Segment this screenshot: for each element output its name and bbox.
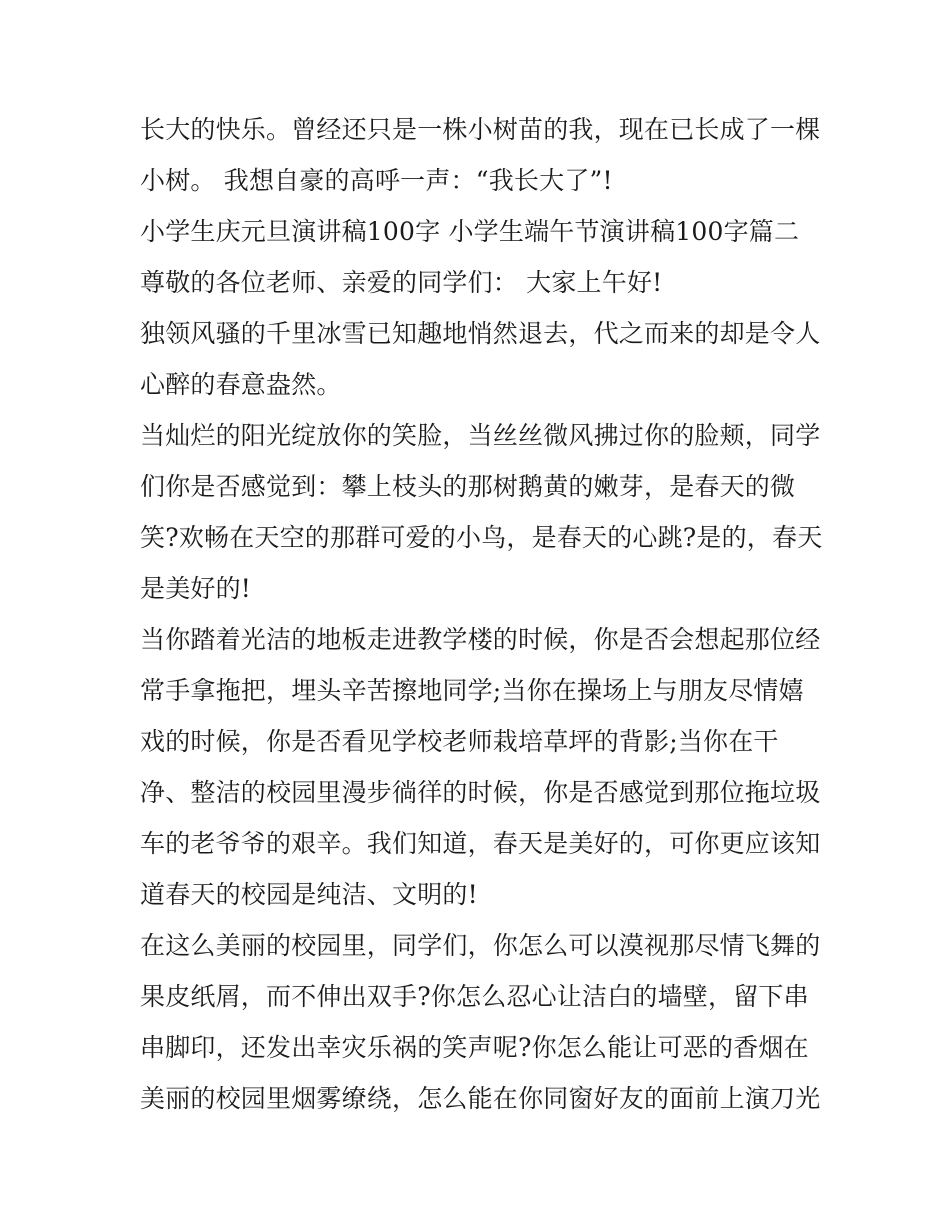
text-line: 串脚印，还发出幸灾乐祸的笑声呢?你怎么能让可恶的香烟在 xyxy=(140,1033,809,1062)
text-line: 美丽的校园里烟雾缭绕，怎么能在你同窗好友的面前上演刀光 xyxy=(140,1084,821,1113)
text-line: 独领风骚的千里冰雪已知趣地悄然退去，代之而来的却是令人 xyxy=(140,319,821,348)
text-line: 当你踏着光洁的地板走进教学楼的时候，你是否会想起那位经 xyxy=(140,625,821,654)
text-line: 们你是否感觉到：攀上枝头的那树鹅黄的嫩芽，是春天的微 xyxy=(140,472,796,501)
text-line: 戏的时候，你是否看见学校老师栽培草坪的背影;当你在干 xyxy=(140,727,779,756)
text-line: 常手拿拖把，埋头辛苦擦地同学;当你在操场上与朋友尽情嬉 xyxy=(140,676,804,705)
text-line: 果皮纸屑，而不伸出双手?你怎么忍心让洁白的墙壁，留下串 xyxy=(140,982,809,1011)
text-line: 小树。 我想自豪的高呼一声：“我长大了”! xyxy=(140,166,613,195)
text-line: 在这么美丽的校园里，同学们，你怎么可以漠视那尽情飞舞的 xyxy=(140,931,821,960)
text-line: 笑?欢畅在天空的那群可爱的小鸟，是春天的心跳?是的，春天 xyxy=(140,523,823,552)
text-line: 长大的快乐。曾经还只是一株小树苗的我，现在已长成了一棵 xyxy=(140,115,821,144)
text-line: 净、整洁的校园里漫步徜徉的时候，你是否感觉到那位拖垃圾 xyxy=(140,778,821,807)
text-line: 心醉的春意盎然。 xyxy=(140,370,342,399)
text-line: 是美好的! xyxy=(140,574,252,603)
text-line: 当灿烂的阳光绽放你的笑脸，当丝丝微风拂过你的脸颊，同学 xyxy=(140,421,821,450)
text-line: 道春天的校园是纯洁、文明的! xyxy=(140,880,478,909)
document-body xyxy=(140,104,830,1124)
text-line: 车的老爷爷的艰辛。我们知道，春天是美好的，可你更应该知 xyxy=(140,829,821,858)
salutation: 尊敬的各位老师、亲爱的同学们： 大家上午好! xyxy=(140,268,663,297)
speech-title: 小学生庆元旦演讲稿100字 小学生端午节演讲稿100字篇二 xyxy=(140,217,800,246)
